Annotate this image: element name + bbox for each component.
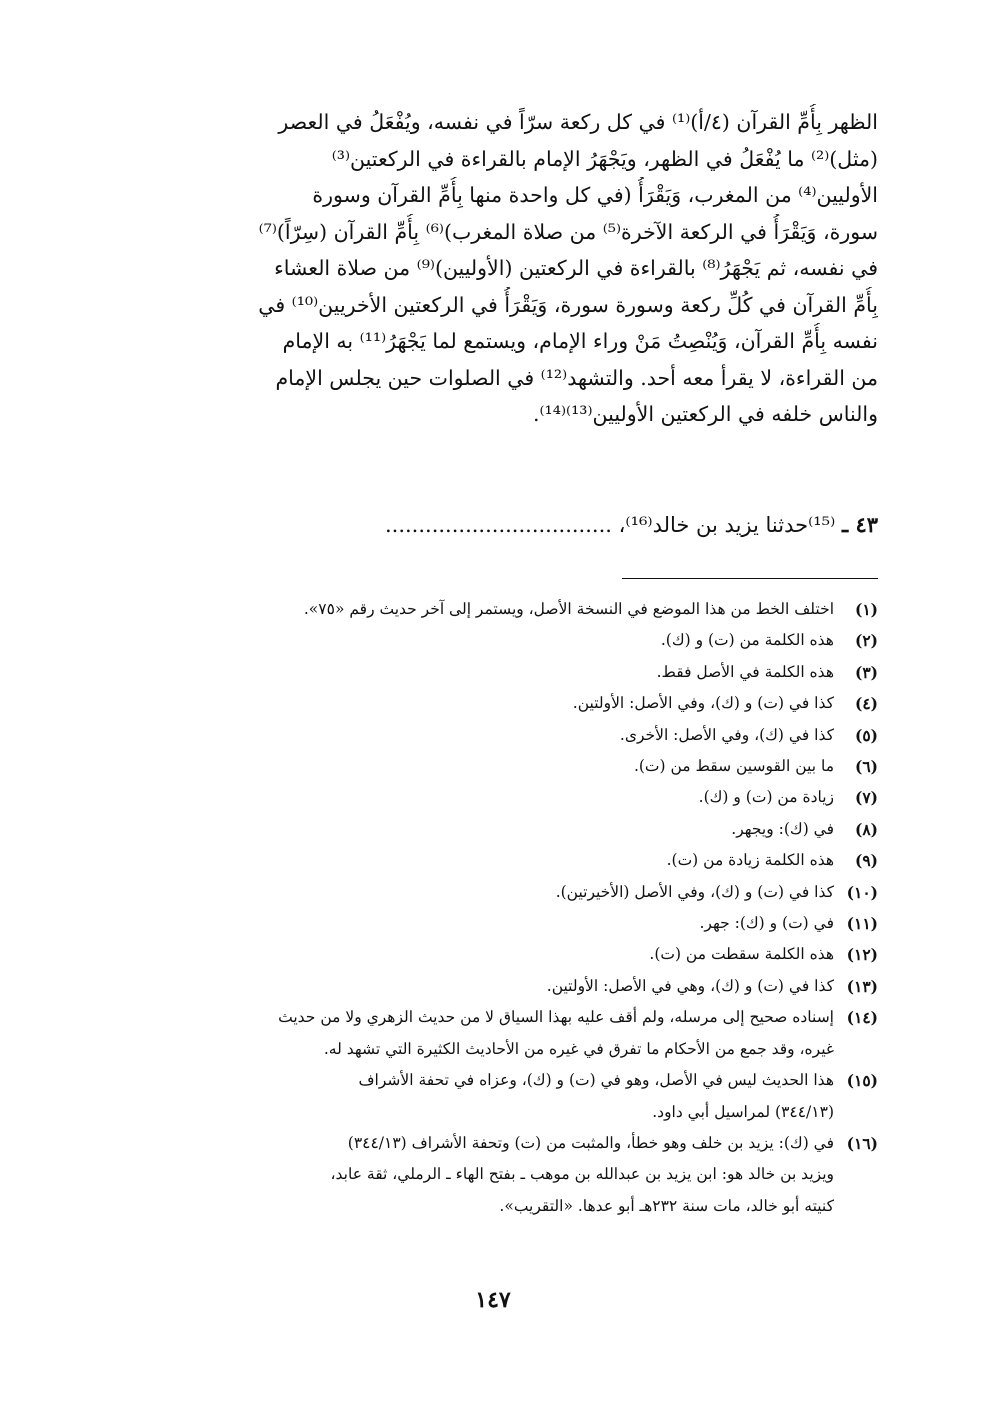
footnote-number: (١٥) [846,1071,878,1091]
footnote-line: هذه الكلمة من (ت) و (ك). [660,631,834,650]
main-text-line: في نفسه، ثم يَجْهَرُ⁽⁸⁾ بالقراءة في الركعتين (الأوليين)⁽⁹⁾ من صلاة العشاء [274,256,878,280]
footnote [126,877,878,908]
main-text-line: (مثل)⁽²⁾ ما يُفْعَلُ في الظهر، ويَجْهَرُ الإمام بالقراءة في الركعتين⁽³⁾ [331,146,878,171]
footnote [126,782,878,813]
footnote-text [126,1002,834,1065]
footnote [126,594,878,625]
footnote [126,720,878,751]
footnote-number: (٨) [854,819,878,839]
page-number: ١٤٧ [475,1287,511,1313]
main-text-line: والناس خلفه في الركعتين الأوليين⁽¹³⁾⁽¹⁴⁾. [532,402,878,426]
footnote-text [126,908,834,939]
hadith-text: ⁽¹⁵⁾حدثنا يزيد بن خالد⁽¹⁶⁾، [618,513,836,537]
footnote-number: (١١) [846,914,878,934]
footnote [126,939,878,970]
main-text-line: سورة، وَيَقْرَأُ في الركعة الآخرة⁽⁵⁾ من صلاة المغرب)⁽⁶⁾ بِأُمِّ القرآن (سِرّاً)⁽⁷⁾ [258,219,878,244]
footnote-number: (١) [854,600,878,619]
footnote-line: هذه الكلمة زيادة من (ت). [666,851,834,870]
hadith-heading [126,508,878,542]
footnote-line: هذه الكلمة سقطت من (ت). [649,945,834,964]
footnote-text [126,720,834,751]
footnote-line: كذا في (ت) و (ك)، وفي الأصل: الأولتين. [572,694,834,713]
footnote-number: (٢) [854,631,878,651]
footnote-number: (١٠) [846,882,878,902]
footnote-line: هذه الكلمة في الأصل فقط. [656,662,834,681]
footnote-text [126,1065,834,1128]
footnote-text [126,688,834,719]
footnote [126,688,878,719]
footnote-line: ويزيد بن خالد هو: ابن يزيد بن عبدالله بن موهب ـ بفتح الهاء ـ الرملي، ثقة عابد، [330,1165,834,1184]
footnote-number: (٧) [854,788,878,808]
footnotes-block [126,594,878,1222]
footnote [126,1065,878,1128]
footnote-text [126,1128,834,1222]
footnote-number: (١٦) [846,1133,878,1153]
main-text-line: بِأُمِّ القرآن في كُلِّ ركعة وسورة سورة، وَيَقْرَأُ في الركعتين الأخريين⁽¹⁰⁾ في [258,292,878,317]
footnote-text [126,657,834,688]
footnote-text [126,814,834,845]
footnote-text [126,939,834,970]
footnote-number: (٦) [854,757,878,777]
footnote-text [126,751,834,782]
footnote-text [126,594,834,625]
footnote-number: (٤) [854,694,878,714]
footnote-number: (١٢) [846,945,878,965]
footnote-number: (٣) [854,662,878,682]
footnote [126,657,878,688]
hadith-number: ٤٣ ـ [841,512,878,537]
footnote-number: (١٤) [846,1008,878,1028]
footnote-line: هذا الحديث ليس في الأصل، وهو في (ت) و (ك)، وعزاه في تحفة الأشراف [358,1071,834,1090]
footnote [126,908,878,939]
footnote-line: في (ك): ويجهر. [731,819,834,838]
footnote-text [126,625,834,656]
footnote-text [126,782,834,813]
main-text-block [126,104,878,433]
footnote-number: (٩) [854,851,878,871]
footnote-line: إسناده صحيح إلى مرسله، ولم أقف عليه بهذا السياق لا من حديث الزهري ولا من حديث [278,1008,834,1027]
footnote-line: كذا في (ت) و (ك)، وهي في الأصل: الأولتين. [546,976,834,995]
footnote-text [126,877,834,908]
main-text-line: الظهر بِأُمِّ القرآن (٤/أ)⁽¹⁾ في كل ركعة سرّاً في نفسه، ويُفْعَلُ في العصر [278,110,878,134]
footnote-divider [622,578,878,579]
footnote-line: كذا في (ك)، وفي الأصل: الأخرى. [619,725,834,744]
footnote-line: كذا في (ت) و (ك)، وفي الأصل (الأخيرتين). [555,882,834,901]
main-text-line: الأوليين⁽⁴⁾ من المغرب، وَيَقْرَأُ (في كل واحدة منها بِأُمِّ القرآن وسورة [312,183,878,207]
footnote-text [126,845,834,876]
footnote-line: (٣٤٤/١٣) لمراسيل أبي داود. [652,1102,834,1121]
footnote-line: غيره، وقد جمع من الأحكام ما تفرق في غيره من الأحاديث الكثيرة التي تشهد له. [323,1039,834,1058]
footnote [126,845,878,876]
footnote [126,751,878,782]
footnote [126,1128,878,1222]
main-text-line: نفسه بِأُمِّ القرآن، وَيُنْصِتُ مَنْ وراء الإمام، ويستمع لما يَجْهَرُ⁽¹¹⁾ به الإمام [282,329,878,353]
footnote [126,1002,878,1065]
hadith-dots: .................................. [384,513,612,537]
footnote [126,971,878,1002]
footnote-line: اختلف الخط من هذا الموضع في النسخة الأصل، ويستمر إلى آخر حديث رقم «٧٥». [303,600,834,618]
footnote-line: كنيته أبو خالد، مات سنة ٢٣٢هـ أبو عدها. «التقريب». [499,1196,834,1215]
footnote-text [126,971,834,1002]
footnote-line: في (ت) و (ك): جهر. [699,914,834,933]
footnote-number: (١٣) [846,976,878,996]
footnote-line: في (ك): يزيد بن خلف وهو خطأ، والمثبت من (ت) وتحفة الأشراف (٣٤٤/١٣) [347,1133,834,1152]
footnote [126,625,878,656]
footnote [126,814,878,845]
footnote-line: ما بين القوسين سقط من (ت). [633,757,834,776]
footnote-number: (٥) [854,725,878,745]
footnote-line: زيادة من (ت) و (ك). [698,788,834,807]
main-text-line: من القراءة، لا يقرأ معه أحد. والتشهد⁽¹²⁾ في الصلوات حين يجلس الإمام [275,365,878,390]
